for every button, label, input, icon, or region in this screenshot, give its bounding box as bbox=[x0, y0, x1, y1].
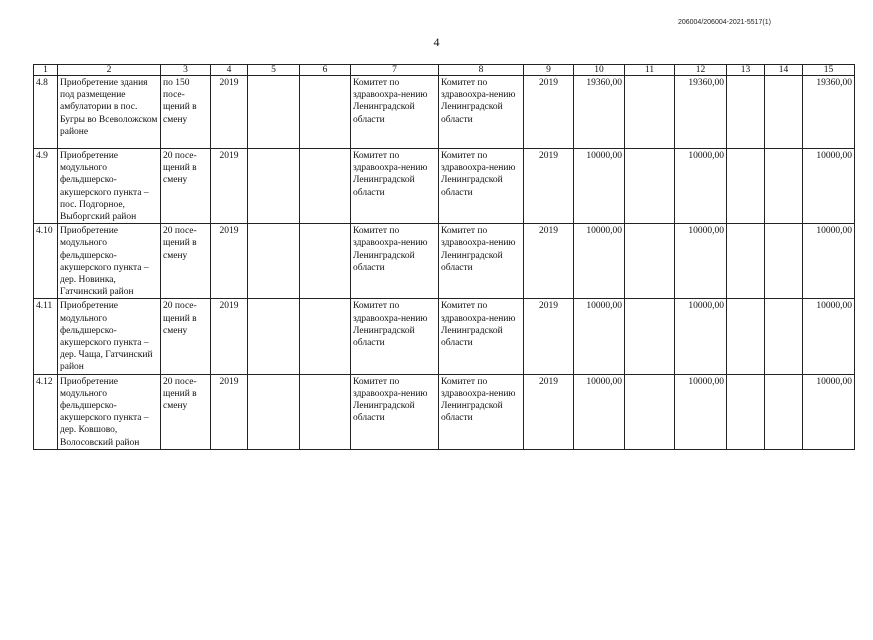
total-amount: 19360,00 bbox=[574, 76, 625, 149]
row-number: 4.9 bbox=[34, 149, 58, 224]
row-number: 4.11 bbox=[34, 299, 58, 374]
amount: 10000,00 bbox=[675, 224, 727, 299]
column-header: 2 bbox=[58, 65, 161, 76]
column-header: 5 bbox=[248, 65, 300, 76]
amount-col15: 10000,00 bbox=[803, 149, 855, 224]
table-row bbox=[34, 149, 855, 224]
object-name: Приобретение модульного фельдшерско-акушерского пункта – дер. Ковшово, Волосовский район bbox=[58, 374, 161, 449]
page-number: 4 bbox=[433, 35, 440, 49]
developer: Комитет по здравоохра-нению Ленинградской области bbox=[439, 374, 524, 449]
empty-cell bbox=[248, 299, 300, 374]
empty-cell bbox=[765, 76, 803, 149]
capacity: 20 посе-щений в смену bbox=[161, 224, 211, 299]
amount-col15: 10000,00 bbox=[803, 374, 855, 449]
column-header: 7 bbox=[351, 65, 439, 76]
total-amount: 10000,00 bbox=[574, 224, 625, 299]
column-header: 13 bbox=[727, 65, 765, 76]
empty-cell bbox=[300, 374, 351, 449]
year-start: 2019 bbox=[211, 224, 248, 299]
year-start: 2019 bbox=[211, 149, 248, 224]
customer: Комитет по здравоохра-нению Ленинградской области bbox=[351, 76, 439, 149]
capacity: по 150 посе-щений в смену bbox=[161, 76, 211, 149]
amount-col15: 10000,00 bbox=[803, 299, 855, 374]
year-start: 2019 bbox=[211, 299, 248, 374]
column-header: 3 bbox=[161, 65, 211, 76]
column-header: 12 bbox=[675, 65, 727, 76]
customer: Комитет по здравоохра-нению Ленинградской области bbox=[351, 374, 439, 449]
amount: 10000,00 bbox=[675, 149, 727, 224]
developer: Комитет по здравоохра-нению Ленинградской области bbox=[439, 224, 524, 299]
developer: Комитет по здравоохра-нению Ленинградской области bbox=[439, 299, 524, 374]
amount-col15: 10000,00 bbox=[803, 224, 855, 299]
year: 2019 bbox=[524, 374, 574, 449]
empty-cell bbox=[625, 374, 675, 449]
customer: Комитет по здравоохра-нению Ленинградской области bbox=[351, 299, 439, 374]
empty-cell bbox=[300, 224, 351, 299]
capacity: 20 посе-щений в смену bbox=[161, 149, 211, 224]
year: 2019 bbox=[524, 299, 574, 374]
column-header: 15 bbox=[803, 65, 855, 76]
customer: Комитет по здравоохра-нению Ленинградской области bbox=[351, 149, 439, 224]
year: 2019 bbox=[524, 224, 574, 299]
data-table bbox=[33, 64, 855, 450]
empty-cell bbox=[625, 76, 675, 149]
total-amount: 10000,00 bbox=[574, 374, 625, 449]
amount: 10000,00 bbox=[675, 374, 727, 449]
column-header: 10 bbox=[574, 65, 625, 76]
empty-cell bbox=[727, 224, 765, 299]
table-row bbox=[34, 224, 855, 299]
object-name: Приобретение здания под размещение амбулатории в пос. Бугры во Всеволожском районе bbox=[58, 76, 161, 149]
column-header: 11 bbox=[625, 65, 675, 76]
empty-cell bbox=[248, 374, 300, 449]
year: 2019 bbox=[524, 149, 574, 224]
capacity: 20 посе-щений в смену bbox=[161, 374, 211, 449]
table-row bbox=[34, 299, 855, 374]
year-start: 2019 bbox=[211, 374, 248, 449]
amount: 10000,00 bbox=[675, 299, 727, 374]
object-name: Приобретение модульного фельдшерско-акушерского пункта – пос. Подгорное, Выборгский район bbox=[58, 149, 161, 224]
empty-cell bbox=[248, 149, 300, 224]
developer: Комитет по здравоохра-нению Ленинградской области bbox=[439, 76, 524, 149]
empty-cell bbox=[727, 149, 765, 224]
empty-cell bbox=[300, 149, 351, 224]
empty-cell bbox=[625, 224, 675, 299]
empty-cell bbox=[300, 76, 351, 149]
empty-cell bbox=[765, 374, 803, 449]
empty-cell bbox=[727, 76, 765, 149]
empty-cell bbox=[765, 299, 803, 374]
column-header: 6 bbox=[300, 65, 351, 76]
table-row bbox=[34, 76, 855, 149]
row-number: 4.10 bbox=[34, 224, 58, 299]
total-amount: 10000,00 bbox=[574, 299, 625, 374]
year: 2019 bbox=[524, 76, 574, 149]
object-name: Приобретение модульного фельдшерско-акушерского пункта – дер. Новинка, Гатчинский район bbox=[58, 224, 161, 299]
column-header: 14 bbox=[765, 65, 803, 76]
column-header: 4 bbox=[211, 65, 248, 76]
object-name: Приобретение модульного фельдшерско-акушерского пункта – дер. Чаща, Гатчинский район bbox=[58, 299, 161, 374]
column-header: 8 bbox=[439, 65, 524, 76]
row-number: 4.12 bbox=[34, 374, 58, 449]
amount-col15: 19360,00 bbox=[803, 76, 855, 149]
empty-cell bbox=[727, 374, 765, 449]
row-number: 4.8 bbox=[34, 76, 58, 149]
header-row bbox=[34, 65, 855, 76]
customer: Комитет по здравоохра-нению Ленинградской области bbox=[351, 224, 439, 299]
empty-cell bbox=[625, 299, 675, 374]
amount: 19360,00 bbox=[675, 76, 727, 149]
empty-cell bbox=[727, 299, 765, 374]
empty-cell bbox=[625, 149, 675, 224]
empty-cell bbox=[248, 224, 300, 299]
empty-cell bbox=[765, 224, 803, 299]
column-header: 9 bbox=[524, 65, 574, 76]
table-row bbox=[34, 374, 855, 449]
empty-cell bbox=[300, 299, 351, 374]
document-id: 206004/206004-2021-5517(1) bbox=[677, 19, 771, 26]
year-start: 2019 bbox=[211, 76, 248, 149]
empty-cell bbox=[248, 76, 300, 149]
capacity: 20 посе-щений в смену bbox=[161, 299, 211, 374]
empty-cell bbox=[765, 149, 803, 224]
column-header: 1 bbox=[34, 65, 58, 76]
developer: Комитет по здравоохра-нению Ленинградской области bbox=[439, 149, 524, 224]
total-amount: 10000,00 bbox=[574, 149, 625, 224]
